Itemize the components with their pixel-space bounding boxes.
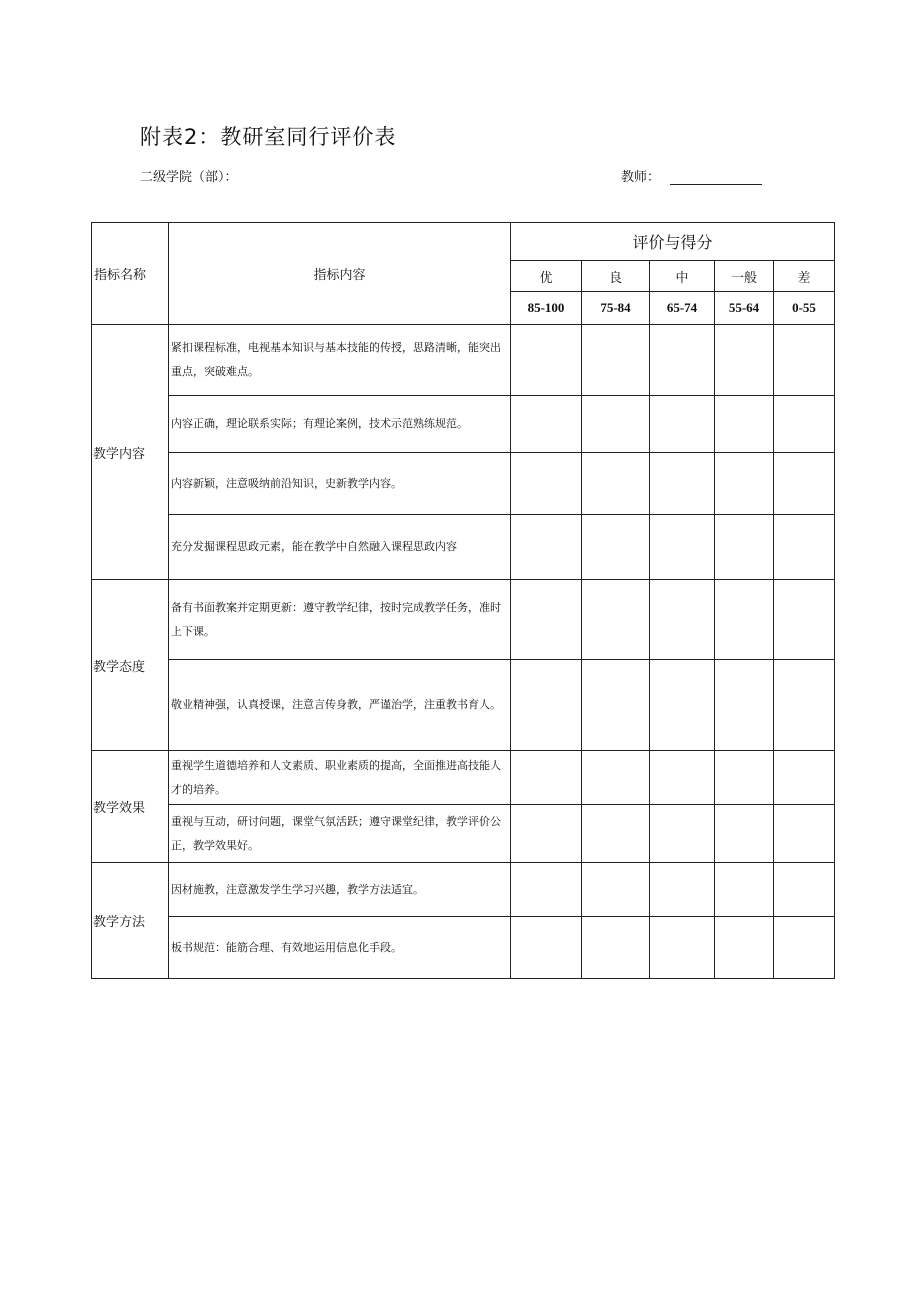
table-row bbox=[92, 751, 835, 805]
indicator-content: 因材施教，注意激发学生学习兴趣，教学方法适宜。 bbox=[169, 863, 511, 917]
header-evaluation-score: 评价与得分 bbox=[511, 223, 835, 261]
grade-label: 优 bbox=[511, 261, 582, 292]
college-field bbox=[140, 166, 238, 185]
score-cell[interactable] bbox=[774, 917, 835, 979]
indicator-content: 内容正确，理论联系实际；有理论案例，技术示范熟练规范。 bbox=[169, 396, 511, 453]
grade-label: 中 bbox=[650, 261, 715, 292]
table-row bbox=[92, 396, 835, 453]
score-cell[interactable] bbox=[715, 863, 774, 917]
indicator-name: 教学内容 bbox=[92, 325, 169, 580]
indicator-content: 重视学生道德培养和人文素质、职业素质的提高，全面推进高技能人才的培养。 bbox=[169, 751, 511, 805]
score-cell[interactable] bbox=[715, 515, 774, 580]
score-cell[interactable] bbox=[774, 396, 835, 453]
score-cell[interactable] bbox=[774, 863, 835, 917]
indicator-content: 板书规范：能筋合理、有效地运用信息化手段。 bbox=[169, 917, 511, 979]
score-cell[interactable] bbox=[774, 325, 835, 396]
score-cell[interactable] bbox=[650, 917, 715, 979]
score-cell[interactable] bbox=[650, 515, 715, 580]
table-row bbox=[92, 660, 835, 751]
score-cell[interactable] bbox=[582, 805, 650, 863]
grade-range: 65-74 bbox=[650, 292, 715, 325]
score-cell[interactable] bbox=[774, 453, 835, 515]
grade-range: 75-84 bbox=[582, 292, 650, 325]
score-cell[interactable] bbox=[582, 660, 650, 751]
score-cell[interactable] bbox=[650, 453, 715, 515]
grade-label: 差 bbox=[774, 261, 835, 292]
header-indicator-name: 指标名称 bbox=[92, 223, 169, 325]
score-cell[interactable] bbox=[511, 917, 582, 979]
teacher-field bbox=[621, 166, 762, 185]
score-cell[interactable] bbox=[715, 580, 774, 660]
score-cell[interactable] bbox=[715, 917, 774, 979]
indicator-content: 重视与互动，研讨问题，课堂气氛活跃；遵守课堂纪律，教学评价公正，教学效果好。 bbox=[169, 805, 511, 863]
table-row bbox=[92, 917, 835, 979]
indicator-name: 教学方法 bbox=[92, 863, 169, 979]
score-cell[interactable] bbox=[511, 580, 582, 660]
table-row bbox=[92, 805, 835, 863]
score-cell[interactable] bbox=[715, 660, 774, 751]
grade-range: 55-64 bbox=[715, 292, 774, 325]
score-cell[interactable] bbox=[715, 751, 774, 805]
score-cell[interactable] bbox=[774, 751, 835, 805]
score-cell[interactable] bbox=[582, 325, 650, 396]
grade-range: 85-100 bbox=[511, 292, 582, 325]
grade-label: 一般 bbox=[715, 261, 774, 292]
score-cell[interactable] bbox=[650, 805, 715, 863]
score-cell[interactable] bbox=[511, 515, 582, 580]
score-cell[interactable] bbox=[582, 515, 650, 580]
document-title: 附表2：教研室同行评价表 bbox=[140, 125, 397, 149]
score-cell[interactable] bbox=[774, 805, 835, 863]
table-row bbox=[92, 580, 835, 660]
indicator-content: 紧扣课程标准，电视基本知识与基本技能的传授，思路清晰，能突出重点，突破难点。 bbox=[169, 325, 511, 396]
score-cell[interactable] bbox=[511, 805, 582, 863]
score-cell[interactable] bbox=[582, 917, 650, 979]
score-cell[interactable] bbox=[774, 660, 835, 751]
indicator-content: 充分发掘课程思政元素，能在教学中自然融入课程思政内容 bbox=[169, 515, 511, 580]
score-cell[interactable] bbox=[511, 325, 582, 396]
score-cell[interactable] bbox=[650, 863, 715, 917]
score-cell[interactable] bbox=[511, 660, 582, 751]
grade-label: 良 bbox=[582, 261, 650, 292]
score-cell[interactable] bbox=[774, 515, 835, 580]
score-cell[interactable] bbox=[650, 325, 715, 396]
score-cell[interactable] bbox=[774, 580, 835, 660]
college-label: 二级学院（部）： bbox=[140, 170, 238, 185]
score-cell[interactable] bbox=[582, 863, 650, 917]
teacher-blank[interactable] bbox=[670, 172, 762, 185]
indicator-content: 内容新颖，注意吸纳前沿知识，史新教学内容。 bbox=[169, 453, 511, 515]
score-cell[interactable] bbox=[582, 580, 650, 660]
score-cell[interactable] bbox=[511, 751, 582, 805]
table-row bbox=[92, 325, 835, 396]
score-cell[interactable] bbox=[582, 453, 650, 515]
score-cell[interactable] bbox=[511, 863, 582, 917]
score-cell[interactable] bbox=[650, 660, 715, 751]
table-row bbox=[92, 863, 835, 917]
grade-range: 0-55 bbox=[774, 292, 835, 325]
indicator-name: 教学态度 bbox=[92, 580, 169, 751]
indicator-content: 备有书面教案并定期更新：遵守教学纪律，按时完成教学任务，准时上下课。 bbox=[169, 580, 511, 660]
score-cell[interactable] bbox=[715, 396, 774, 453]
evaluation-table bbox=[91, 222, 835, 979]
header-indicator-content: 指标内容 bbox=[169, 223, 511, 325]
indicator-content: 敬业精神强，认真授课，注意言传身教，严谨治学，注重教书育人。 bbox=[169, 660, 511, 751]
indicator-name: 教学效果 bbox=[92, 751, 169, 863]
score-cell[interactable] bbox=[715, 453, 774, 515]
score-cell[interactable] bbox=[511, 453, 582, 515]
score-cell[interactable] bbox=[650, 396, 715, 453]
score-cell[interactable] bbox=[582, 396, 650, 453]
table-row bbox=[92, 453, 835, 515]
teacher-label: 教师： bbox=[621, 170, 661, 185]
score-cell[interactable] bbox=[582, 751, 650, 805]
table-row bbox=[92, 515, 835, 580]
score-cell[interactable] bbox=[650, 751, 715, 805]
score-cell[interactable] bbox=[511, 396, 582, 453]
score-cell[interactable] bbox=[650, 580, 715, 660]
score-cell[interactable] bbox=[715, 325, 774, 396]
score-cell[interactable] bbox=[715, 805, 774, 863]
